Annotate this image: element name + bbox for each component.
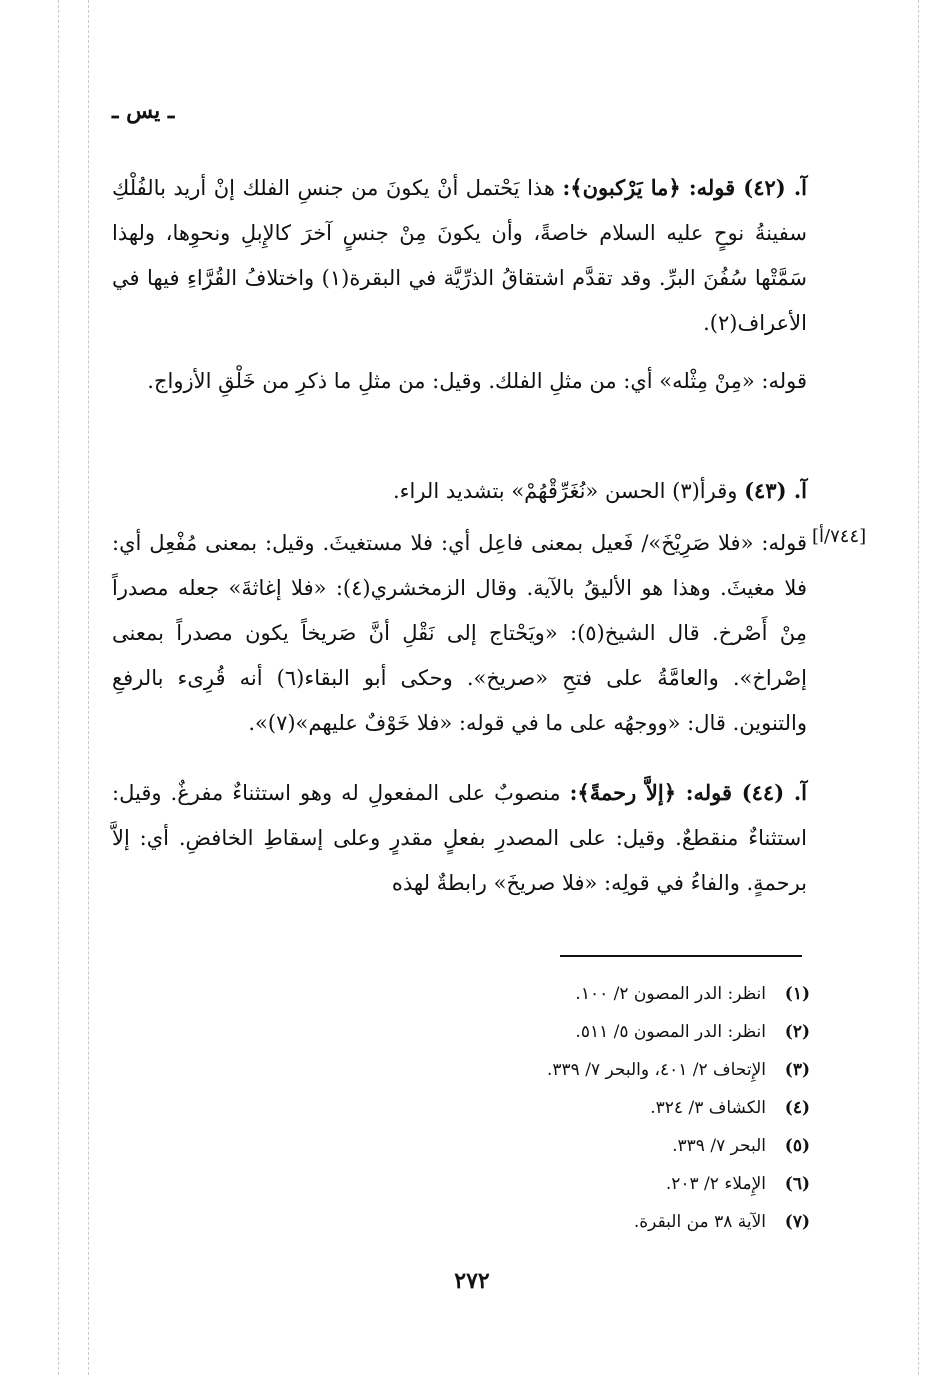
footnote-divider [560, 955, 802, 957]
footnote [330, 975, 810, 1013]
margin-guide [918, 0, 919, 1375]
footnote-number: (٢) [784, 1022, 810, 1042]
paragraph-text: قوله: «فلا صَرِيْخَ»/ فَعيل بمعنى فاعِل أي: فلا مستغيثَ. وقيل: بمعنى مُفْعِل أي: فلا مغيثَ. وهذا هو الأليقُ بالآية. وقال الزمخشري(٤): «فلا إغاثةَ» جعله مصدراً مِنْ أَصْرخ. قال الشيخ(٥): «ويَحْتاج إلى نَقْلِ أنَّ صَريخاً يكون مصدراً بمعنى إصْراخ». والعامَّةُ على فتحِ «صريخ». وحكى أبو البقاء(٦) أنه قُرِىء بالرفعِ والتنوين. قال: «ووجهُه على ما في قوله: «فلا خَوْفٌ عليهم»(٧)». [112, 531, 807, 735]
paragraph-text: هذا يَحْتمل أنْ يكونَ من جنسِ الفلك إنْ أريد بالفُلْكِ سفينةُ نوحٍ عليه السلام خاصةً، وأن يكونَ مِنْ جنسٍ آخرَ كالإِبلِ ونحوِها، ولهذا سَمَّتْها سُفُنَ البرِّ. وقد تقدَّم اشتقاقُ الذرِّيَّة في البقرة(١) واختلافُ القُرَّاءِ فيها في الأعراف(٢). [112, 176, 807, 335]
footnote-number: (٣) [784, 1060, 810, 1080]
margin-guide [58, 0, 59, 1375]
footnote [330, 1127, 810, 1165]
footnote-text: الآية ٣٨ من البقرة. [633, 1212, 766, 1232]
paragraph-text: منصوبٌ على المفعولِ له وهو استثناءٌ مفرغٌ. وقيل: استثناءٌ منقطعٌ. وقيل: على المصدرِ بفعلٍ مقدرٍ وعلى إسقاطِ الخافضِ. أي: إلاَّ برحمةٍ. والفاءُ في قولِه: «فلا صريخَ» رابطةٌ لهذه [112, 781, 807, 895]
footnote [330, 1089, 810, 1127]
footnote [330, 1051, 810, 1089]
page-number: ٢٧٢ [454, 1268, 490, 1294]
paragraph-min-mithlihi [112, 358, 807, 404]
paragraph-verse-44 [112, 770, 807, 906]
footnote-number: (٤) [784, 1098, 810, 1118]
margin-guide [88, 0, 89, 1375]
footnote-number: (٥) [784, 1136, 810, 1156]
paragraph-text: وقرأ(٣) الحسن «نُغَرِّقْهُمْ» بتشديد الراء. [392, 479, 745, 503]
paragraph-sarikh [112, 520, 807, 746]
manuscript-folio-ref: [٧٤٤/أ] [812, 526, 867, 547]
verse-lead: آ. (٤٢) قوله: ﴿ما يَرْكبون﴾: [562, 175, 807, 200]
footnote [330, 1013, 810, 1051]
footnote-text: انظر: الدر المصون ٢/ ١٠٠. [575, 984, 766, 1004]
verse-lead: آ. (٤٣) [744, 478, 807, 503]
paragraph-text: قوله: «مِنْ مِثْله» أي: من مثلِ الفلك. وقيل: من مثلِ ما ذكرِ من خَلْقِ الأزواج. [147, 369, 807, 393]
footnote-number: (٦) [784, 1174, 810, 1194]
footnote-number: (٧) [784, 1212, 810, 1232]
verse-lead: آ. (٤٤) قوله: ﴿إلاَّ رحمةً﴾: [569, 780, 807, 805]
footnote [330, 1203, 810, 1241]
footnote-number: (١) [784, 984, 810, 1004]
footnote-text: الكشاف ٣/ ٣٢٤. [650, 1098, 766, 1118]
footnote [330, 1165, 810, 1203]
paragraph-verse-43 [112, 468, 807, 514]
footnote-text: البحر ٧/ ٣٣٩. [672, 1136, 766, 1156]
footnotes [330, 975, 810, 1241]
running-header: ـ يس ـ [112, 98, 175, 124]
paragraph-verse-42 [112, 165, 807, 346]
footnote-text: الإِتحاف ٢/ ٤٠١، والبحر ٧/ ٣٣٩. [546, 1060, 766, 1080]
footnote-text: الإِملاء ٢/ ٢٠٣. [665, 1174, 766, 1194]
footnote-text: انظر: الدر المصون ٥/ ٥١١. [575, 1022, 766, 1042]
